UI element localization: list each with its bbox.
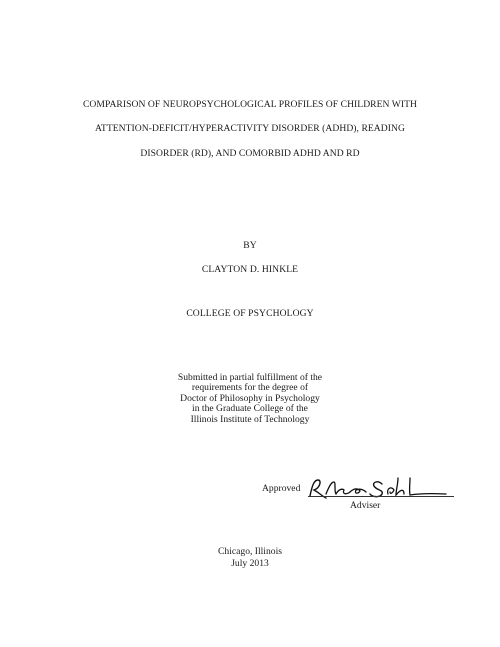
title-line-3: DISORDER (RD), AND COMORBID ADHD AND RD bbox=[140, 148, 360, 159]
submission-line-1: Submitted in partial fulfillment of the bbox=[177, 372, 323, 383]
submission-line-2: requirements for the degree of bbox=[191, 382, 309, 394]
date: July 2013 bbox=[231, 557, 269, 569]
approved-label: Approved bbox=[262, 483, 301, 494]
title-line-1: COMPARISON OF NEUROPSYCHOLOGICAL PROFILES OF CHILDREN WITH bbox=[82, 99, 418, 110]
submission-line-3: Doctor of Philosophy in Psychology bbox=[180, 392, 320, 404]
approval-block bbox=[262, 476, 462, 516]
location: Chicago, Illinois bbox=[218, 546, 282, 557]
title-line-2: ATTENTION-DEFICIT/HYPERACTIVITY DISORDER (ADHD), READING bbox=[95, 123, 405, 134]
submission-statement bbox=[0, 373, 500, 425]
submission-line-5: Illinois Institute of Technology bbox=[190, 413, 310, 425]
signature-line bbox=[308, 496, 454, 497]
by-label: BY bbox=[243, 240, 257, 251]
submission-line-4: in the Graduate College of the bbox=[192, 403, 308, 415]
college-name: COLLEGE OF PSYCHOLOGY bbox=[186, 308, 314, 319]
author-name: CLAYTON D. HINKLE bbox=[201, 264, 299, 275]
footer bbox=[0, 546, 500, 569]
adviser-signature bbox=[306, 476, 456, 502]
adviser-label: Adviser bbox=[350, 500, 381, 511]
